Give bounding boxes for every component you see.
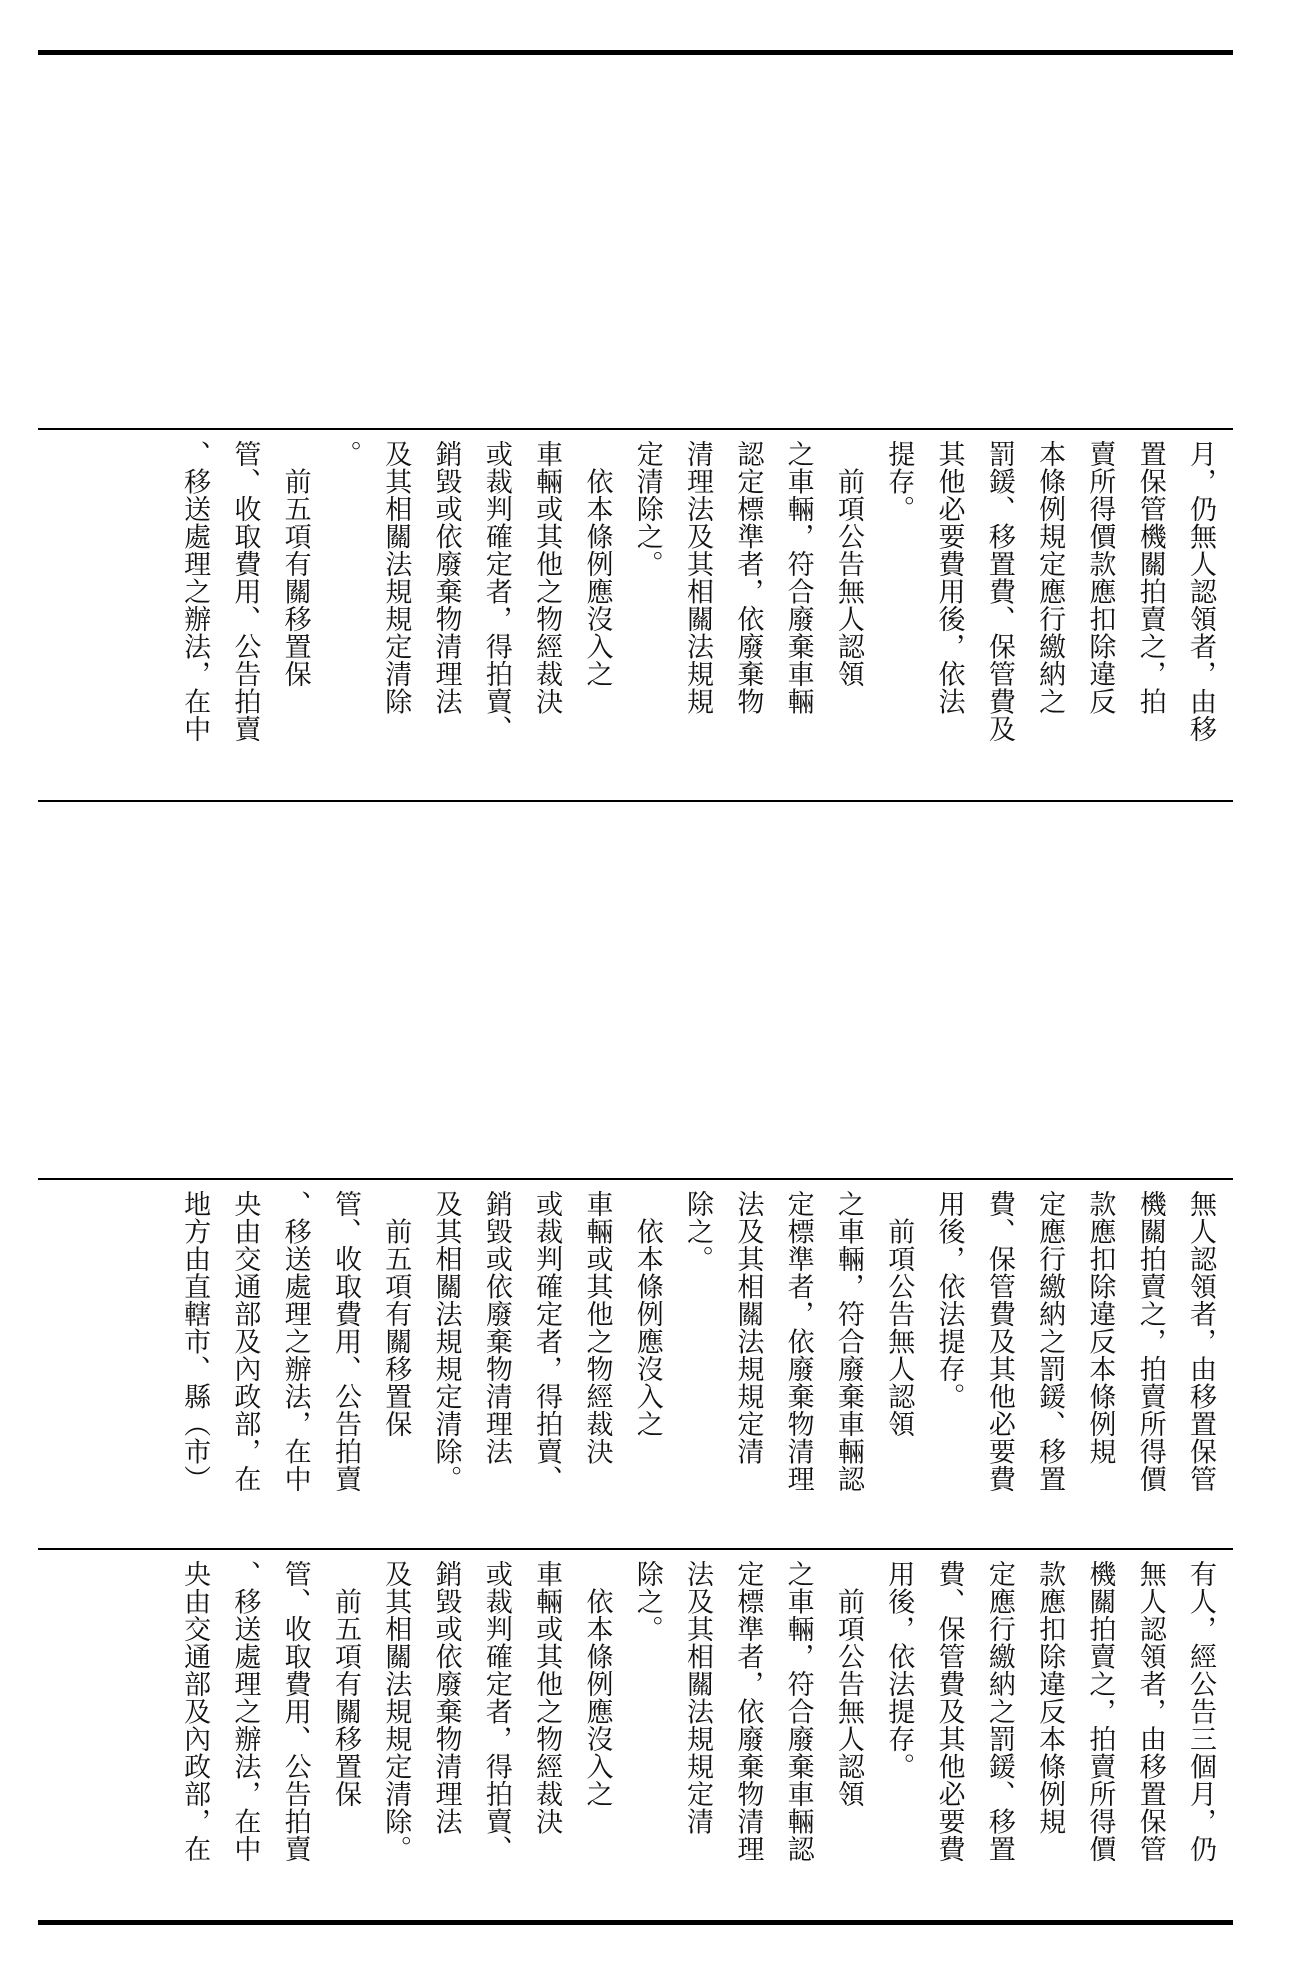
text-column: 置保管機關拍賣之，拍 [1134,440,1166,715]
text-column: 款應扣除違反本條例規 [1034,1560,1066,1835]
top-border [38,50,1233,55]
text-column: 定清除之。 [631,440,663,578]
text-column: 或裁判確定者，得拍賣、 [531,1190,563,1493]
text-column: 依本條例應沒入之 [631,1190,663,1438]
text-column: 依本條例應沒入之 [581,440,613,688]
text-column: 定標準者，依廢棄物清理 [732,1560,764,1863]
text-column: 除之。 [682,1190,714,1273]
text-column: 前項公告無人認領 [883,1190,915,1438]
text-column: 管、收取費用、公告拍賣 [229,440,261,743]
middle-text-block [38,1180,1233,1548]
upper-text-block [38,430,1233,800]
text-column: 車輛或其他之物經裁決 [531,1560,563,1835]
text-column: 及其相關法規規定清除。 [430,1190,462,1493]
text-column: 除之。 [631,1560,663,1643]
text-column: 、移送處理之辦法，在中 [229,1560,261,1863]
text-column: 之車輛，符合廢棄車輛認 [832,1190,864,1493]
text-column: 銷毀或依廢棄物清理法 [480,1190,512,1465]
text-column: 無人認領者，由移置保管 [1185,1190,1216,1493]
text-column: 提存。 [883,440,915,523]
text-column: 定應行繳納之罰鍰、移置 [983,1560,1015,1863]
text-column: 前五項有關移置保 [380,1190,412,1438]
text-column: 法及其相關法規規定清 [682,1560,714,1835]
upper-text [46,440,1225,790]
text-column: 車輛或其他之物經裁決 [581,1190,613,1465]
text-column: 及其相關法規規定清除 [380,440,412,715]
text-column: 其他必要費用後，依法 [933,440,965,715]
text-column: 銷毀或依廢棄物清理法 [430,440,462,715]
text-column: 央由交通部及內政部，在 [229,1190,261,1493]
text-column: 。 [329,440,361,468]
text-column: 機關拍賣之，拍賣所得價 [1134,1190,1166,1493]
text-column: 之車輛，符合廢棄車輛認 [782,1560,814,1863]
text-column: 機關拍賣之，拍賣所得價 [1084,1560,1116,1863]
text-column: 或裁判確定者，得拍賣、 [480,440,512,743]
text-column: 、移送處理之辦法，在中 [179,440,211,743]
text-column: 認定標準者，依廢棄物 [732,440,764,715]
text-column: 清理法及其相關法規規 [682,440,714,715]
text-column: 月，仍無人認領者，由移 [1185,440,1216,743]
text-column: 或裁判確定者，得拍賣、 [480,1560,512,1863]
text-column: 前項公告無人認領 [832,440,864,688]
text-column: 費、保管費及其他必要費 [983,1190,1015,1493]
text-column: 款應扣除違反本條例規 [1084,1190,1116,1465]
text-column: 地方由直轄市、縣（市） [179,1190,211,1493]
text-column: 前五項有關移置保 [329,1560,361,1808]
middle-text [46,1190,1225,1538]
upper-block-bottom-rule [38,800,1233,802]
text-column: 定標準者，依廢棄物清理 [782,1190,814,1493]
text-column: 央由交通部及內政部，在 [179,1560,211,1863]
text-column: 用後，依法提存。 [933,1190,965,1410]
lower-text-block [38,1550,1233,1918]
text-column: 無人認領者，由移置保管 [1134,1560,1166,1863]
text-column: 法及其相關法規規定清 [732,1190,764,1465]
text-column: 有人，經公告三個月，仍 [1185,1560,1216,1863]
text-column: 前五項有關移置保 [279,440,311,688]
text-column: 銷毀或依廢棄物清理法 [430,1560,462,1835]
text-column: 定應行繳納之罰鍰、移置 [1034,1190,1066,1493]
text-column: 車輛或其他之物經裁決 [531,440,563,715]
text-column: 前項公告無人認領 [832,1560,864,1808]
text-column: 依本條例應沒入之 [581,1560,613,1808]
text-column: 本條例規定應行繳納之 [1034,440,1066,715]
text-column: 之車輛，符合廢棄車輛 [782,440,814,715]
text-column: 及其相關法規規定清除。 [380,1560,412,1863]
lower-text [46,1560,1225,1908]
bottom-border [38,1920,1233,1925]
text-column: 罰鍰、移置費、保管費及 [983,440,1015,743]
text-column: 管、收取費用、公告拍賣 [279,1560,311,1863]
text-column: 用後，依法提存。 [883,1560,915,1780]
text-column: 賣所得價款應扣除違反 [1084,440,1116,715]
text-column: 管、收取費用、公告拍賣 [329,1190,361,1493]
text-column: 、移送處理之辦法，在中 [279,1190,311,1493]
text-column: 費、保管費及其他必要費 [933,1560,965,1863]
